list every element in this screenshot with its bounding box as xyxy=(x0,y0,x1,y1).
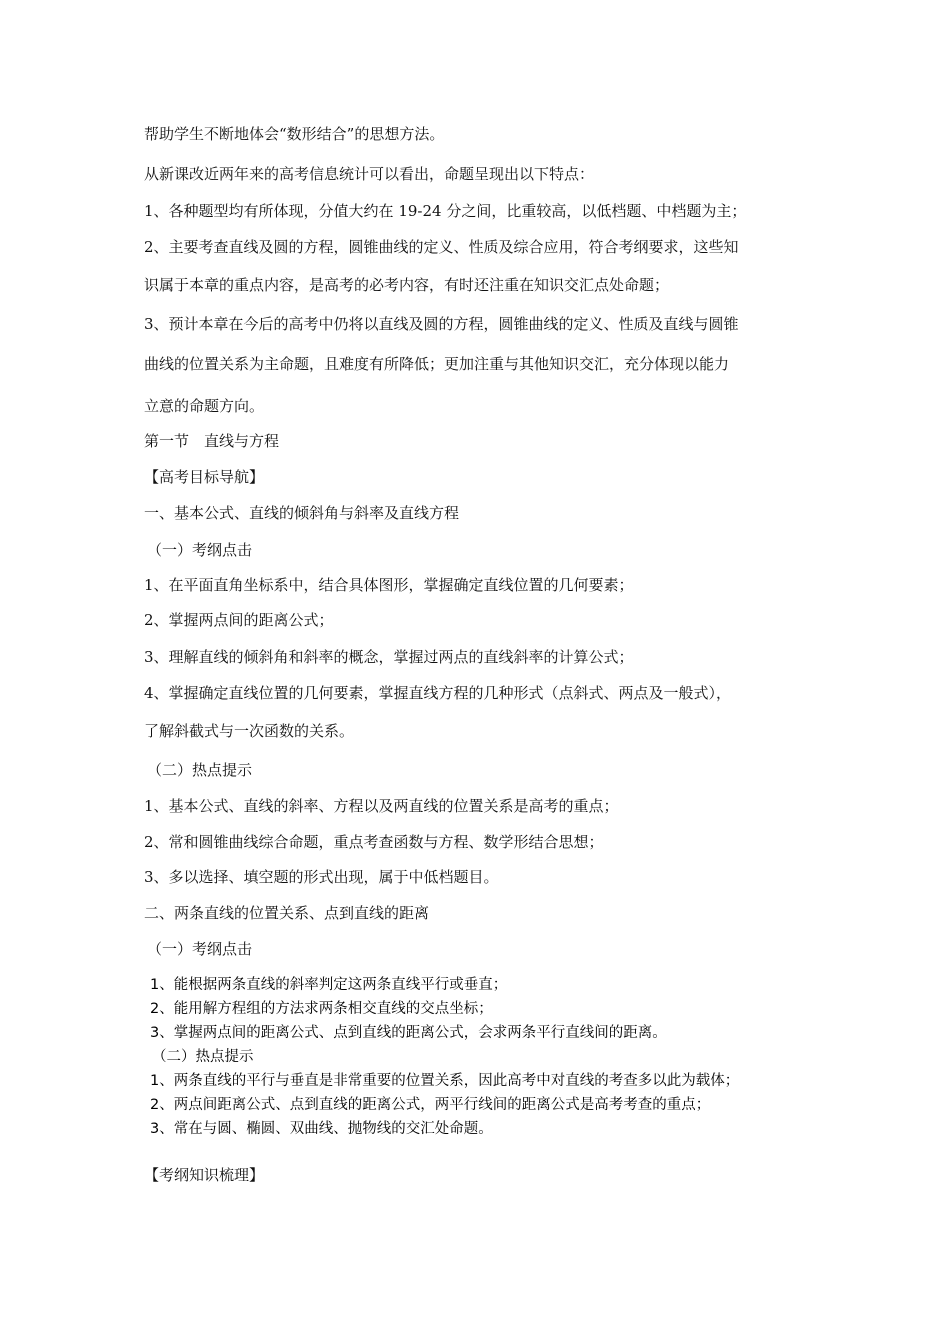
part2-outline-item-2: 2、能用解方程组的方法求两条相交直线的交点坐标； xyxy=(150,1001,493,1017)
part1-outline-item-3: 3、理解直线的倾斜角和斜率的概念，掌握过两点的直线斜率的计算公式； xyxy=(144,648,634,666)
part1-hotspot-item-3: 3、多以选择、填空题的形式出现，属于中低档题目。 xyxy=(144,868,499,886)
part1-outline-item-2: 2、掌握两点间的距离公式； xyxy=(144,611,334,629)
part1-subheading-outline: （一）考纲点击 xyxy=(147,541,253,559)
feature-item-3-line-1: 3、预计本章在今后的高考中仍将以直线及圆的方程，圆锥曲线的定义、性质及直线与圆锥 xyxy=(144,315,739,333)
part1-outline-item-1: 1、在平面直角坐标系中，结合具体图形，掌握确定直线位置的几何要素； xyxy=(144,576,634,594)
part1-subheading-hotspots: （二）热点提示 xyxy=(147,761,253,779)
section-title: 第一节 直线与方程 xyxy=(144,432,280,450)
feature-item-2-line-1: 2、主要考查直线及圆的方程，圆锥曲线的定义、性质及综合应用，符合考纲要求，这些知 xyxy=(144,238,739,256)
feature-item-2-line-2: 识属于本章的重点内容，是高考的必考内容，有时还注重在知识交汇点处命题； xyxy=(144,276,670,294)
part1-hotspot-item-1: 1、基本公式、直线的斜率、方程以及两直线的位置关系是高考的重点； xyxy=(144,797,619,815)
part1-outline-item-4-line-1: 4、掌握确定直线位置的几何要素，掌握直线方程的几种形式（点斜式、两点及一般式）， xyxy=(144,684,732,702)
part1-outline-item-4-line-2: 了解斜截式与一次函数的关系。 xyxy=(144,722,355,740)
part2-hotspot-item-3: 3、常在与圆、椭圆、双曲线、抛物线的交汇处命题。 xyxy=(150,1121,493,1137)
part2-hotspot-item-1: 1、两条直线的平行与垂直是非常重要的位置关系，因此高考中对直线的考查多以此为载体； xyxy=(150,1073,740,1089)
part2-subheading-hotspots: （二）热点提示 xyxy=(152,1049,254,1065)
feature-item-3-line-3: 立意的命题方向。 xyxy=(144,397,265,415)
feature-item-1: 1、各种题型均有所体现，分值大约在 19-24 分之间，比重较高，以低档题、中档题为主； xyxy=(144,202,747,220)
intro-line-1: 帮助学生不断地体会“数形结合”的思想方法。 xyxy=(144,125,445,143)
part2-subheading-outline: （一）考纲点击 xyxy=(147,940,253,958)
intro-line-2: 从新课改近两年来的高考信息统计可以看出，命题呈现出以下特点： xyxy=(144,165,595,183)
feature-item-3-line-2: 曲线的位置关系为主命题，且难度有所降低；更加注重与其他知识交汇，充分体现以能力 xyxy=(144,355,730,373)
part1-heading: 一、基本公式、直线的倾斜角与斜率及直线方程 xyxy=(144,504,460,522)
part2-outline-item-1: 1、能根据两条直线的斜率判定这两条直线平行或垂直； xyxy=(150,977,508,993)
nav-heading: 【高考目标导航】 xyxy=(144,468,265,486)
part2-heading: 二、两条直线的位置关系、点到直线的距离 xyxy=(144,904,430,922)
part2-hotspot-item-2: 2、两点间距离公式、点到直线的距离公式，两平行线间的距离公式是高考考查的重点； xyxy=(150,1097,711,1113)
part1-hotspot-item-2: 2、常和圆锥曲线综合命题，重点考查函数与方程、数学形结合思想； xyxy=(144,833,604,851)
part2-outline-item-3: 3、掌握两点间的距离公式、点到直线的距离公式，会求两条平行直线间的距离。 xyxy=(150,1025,667,1041)
knowledge-heading: 【考纲知识梳理】 xyxy=(144,1166,265,1184)
